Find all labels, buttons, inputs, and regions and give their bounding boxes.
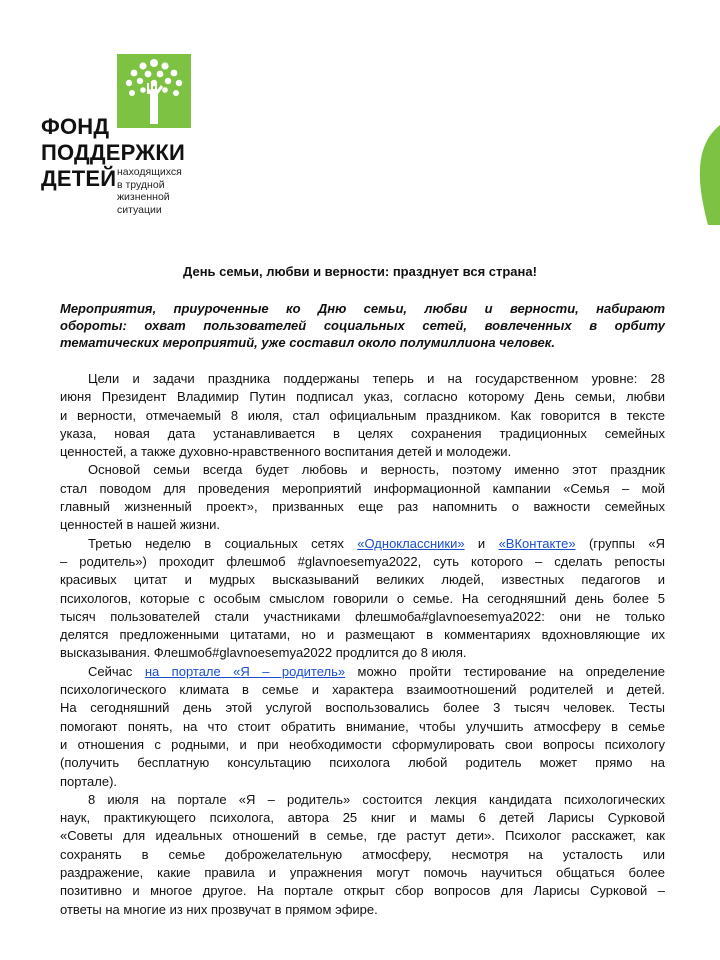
logo-sub-line: в трудной [117, 178, 165, 191]
body-line: и верности, отмечаемый 8 июля, стал официальным праздником. Как говорится в тексте [60, 407, 665, 423]
body-line [60, 663, 665, 681]
lead-line: обороты: охват пользователей социальных сетей, вовлеченных в орбиту [60, 318, 665, 333]
body-line: На сегодняшний день этой услугой воспользовались более 3 тысяч человек. Тесты [60, 700, 665, 716]
body-line: июня Президент Владимир Путин подписал указ, согласно которому День семьи, любви [60, 389, 665, 405]
body-line: ценностей, а также духовно-нравственного воспитания детей и молодежи. [60, 444, 512, 460]
body-line: и отношения с родными, и при необходимости сформулировать свои вопросы психологу [60, 736, 665, 752]
body-line: красивых цитат и мудрых высказываний великих людей, известных педагогов и [60, 572, 665, 588]
odnoklassniki-link[interactable]: «Одноклассники» [357, 535, 465, 551]
article-body [60, 370, 665, 919]
logo-sub-line: ситуации [117, 203, 162, 216]
logo-name-line: ПОДДЕРЖКИ [41, 140, 185, 165]
foundation-logo [41, 52, 201, 222]
body-line: раздражение, какие правила и упражнения могут помочь научиться общаться более [60, 865, 665, 881]
body-line: психологического климата в семье и характера взаимоотношений родителей и детей. [60, 682, 665, 698]
text-span: можно пройти тестирование на определение [345, 663, 665, 679]
text-span: (группы «Я [575, 535, 665, 551]
article-title: День семьи, любви и верности: празднует вся страна! [183, 264, 537, 279]
lead-line: Мероприятия, приуроченные ко Дню семьи, любви и верности, набирают [60, 301, 665, 316]
body-line: сохранять в семье доброжелательную атмосферу, несмотря на усталость или [60, 846, 665, 862]
body-line: 8 июля на портале «Я – родитель» состоится лекция кандидата психологических [88, 791, 665, 807]
body-line: – родитель») проходит флешмоб #glavnoesemya2022, суть которого – сделать репосты [60, 553, 665, 569]
body-line: (получить бесплатную консультацию психолога любой родитель может прямо на [60, 755, 665, 771]
body-line: стал поводом для проведения мероприятий информационной кампании «Семья – мой [60, 480, 665, 496]
body-line: «Советы для идеальных отношений в семье, где растут дети». Психолог расскажет, как [60, 828, 665, 844]
body-line: ответы на многие из них прозвучат в прямом эфире. [60, 901, 378, 917]
logo-name-line: ФОНД [41, 114, 110, 139]
body-line: портале). [60, 773, 118, 789]
decorative-arc [690, 125, 720, 225]
body-line: психологов, которые с особым смыслом говорили о семье. На сегодняшний день более 5 [60, 590, 665, 606]
body-line: ценностей в нашей жизни. [60, 517, 220, 533]
body-line: высказывания. Флешмоб#glavnoesemya2022 продлится до 8 июля. [60, 645, 467, 661]
body-line: указа, новая дата устанавливается в целях сохранения традиционных семейных [60, 425, 665, 441]
logo-subtitle [117, 166, 182, 216]
body-line: Цели и задачи праздника поддержаны теперь и на государственном уровне: 28 [88, 371, 665, 386]
ya-roditel-portal-link[interactable]: на портале «Я – родитель» [144, 663, 346, 679]
lead-line: тематических мероприятий, уже составил около полумиллиона человек. [60, 335, 555, 350]
text-span: Сейчас [88, 663, 145, 679]
logo-sub-line: находящихся [117, 166, 182, 178]
vkontakte-link[interactable]: «ВКонтакте» [498, 535, 576, 551]
text-span: и [464, 535, 499, 551]
body-line: позитивно и многое другое. На портале открыт сбор вопросов для Ларисы Сурковой – [60, 883, 665, 899]
body-line: помогают понять, на что стоит обратить внимание, чтобы улучшить атмосферу в семье [60, 718, 665, 734]
body-line: главный жизненный проект», призванных еще раз напомнить о важности семейных [60, 499, 665, 515]
article-lead [60, 300, 665, 351]
body-line: Основой семьи всегда будет любовь и верность, поэтому именно этот праздник [88, 462, 665, 478]
body-line: наук, практикующего психолога, автора 25 книг и мамы 6 детей Ларисы Сурковой [60, 810, 665, 826]
body-line: тысяч пользователей стали участниками флешмоба#glavnoesemya2022: они не только [60, 608, 665, 624]
body-line: делятся предложенными цитатами, но и размещают в комментариях вдохновляющие их [60, 627, 665, 643]
logo-name-line: ДЕТЕЙ [41, 166, 117, 191]
body-line [60, 535, 665, 553]
text-span: Третью неделю в социальных сетях [88, 535, 358, 551]
logo-sub-line: жизненной [117, 191, 170, 203]
